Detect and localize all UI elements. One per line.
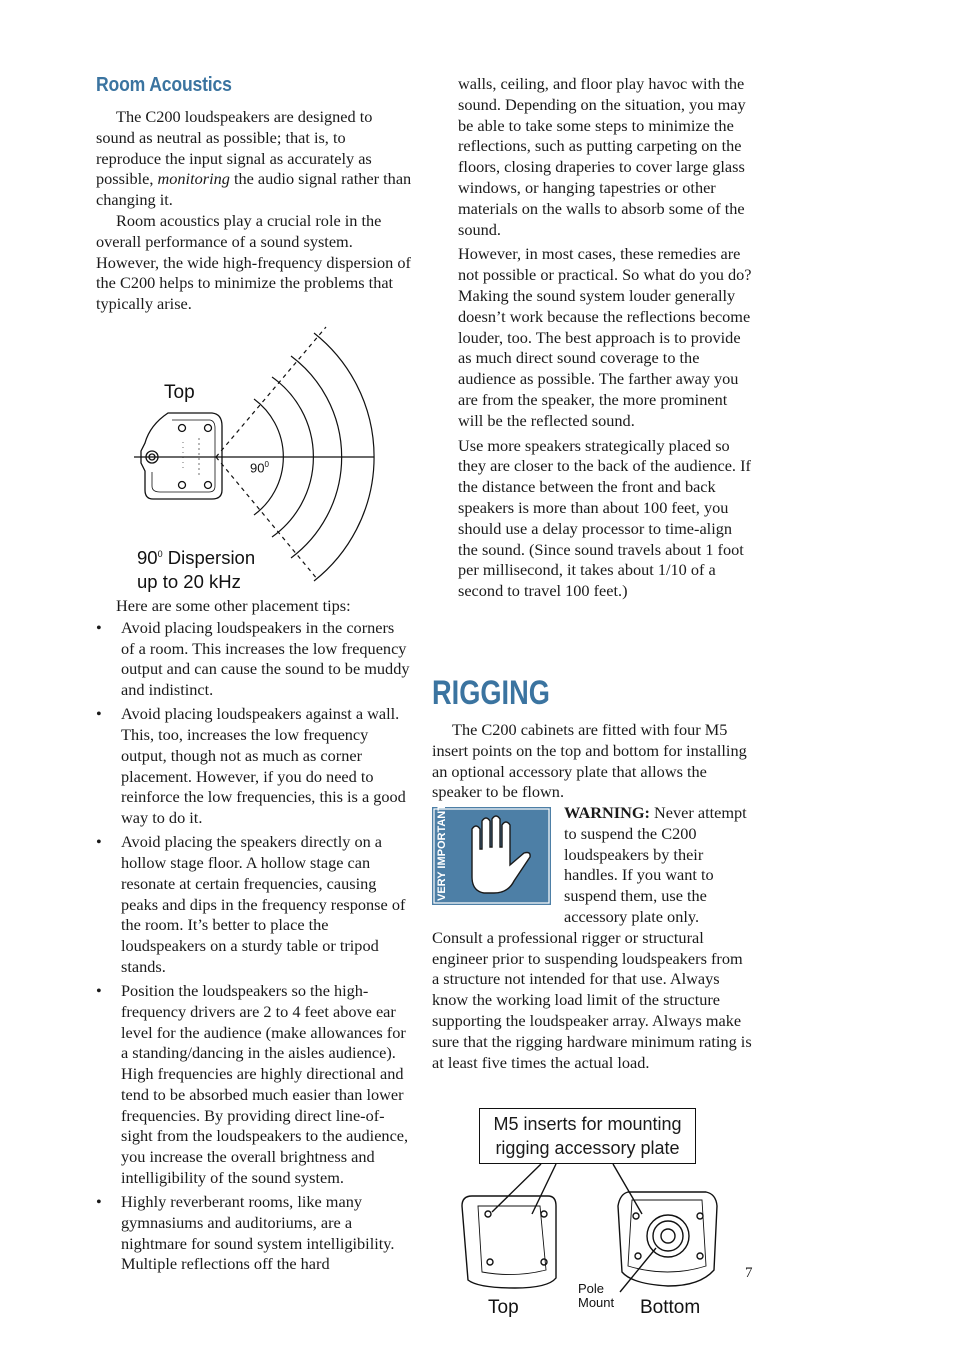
leader-line bbox=[492, 1164, 541, 1212]
dispersion-top-label: Top bbox=[164, 382, 195, 403]
warning-label: WARNING: bbox=[564, 803, 650, 822]
rigging-bottom-label: Bottom bbox=[640, 1297, 701, 1318]
very-important-text: VERY IMPORTANT bbox=[436, 804, 448, 901]
leader-line bbox=[532, 1164, 556, 1214]
list-item: • Highly reverberant rooms, like many gymnasiums and auditoriums, are a nightmare for sound system intelligibility. Multiple reflections off the hard bbox=[96, 1192, 410, 1275]
dispersion-caption: $90^0$ Dispersion up to 20 kHz bbox=[137, 547, 256, 593]
room-acoustics-paragraph-2: Room acoustics play a crucial role in the overall performance of a sound system. However, the wide high-frequency dispersion of the C200 helps to minimize the problems that typically arise. bbox=[96, 210, 411, 314]
rigging-top-label: Top bbox=[488, 1297, 519, 1318]
tips-intro: Here are some other placement tips: bbox=[116, 596, 351, 615]
section-heading-room-acoustics: Room Acoustics bbox=[96, 74, 232, 96]
rigging-intro: The C200 cabinets are fitted with four M5 insert points on the top and bottom for installing an optional accessory plate that allows the speaker to be flown. bbox=[432, 720, 747, 802]
page-number: 7 bbox=[745, 1265, 753, 1281]
m5-inserts-callout: M5 inserts for mounting rigging accessory plate bbox=[479, 1108, 696, 1164]
speaker-top-icon bbox=[462, 1196, 556, 1288]
remedies-paragraph: However, in most cases, these remedies are not possible or practical. So what do you do? Making the sound system louder generally doesn’t work because the reflections become louder, too. The best approach is to provide as much direct sound coverage to the audience as possible. The farther away you are from the speaker, the more prominent will be the reflected sound. bbox=[458, 244, 752, 430]
list-item: • Avoid placing loudspeakers in the corners of a room. This increases the low frequency output and can cause the sound to be muddy and indistinct. bbox=[96, 618, 410, 701]
list-item: • Avoid placing loudspeakers against a wall. This, too, increases the low frequency output, though not as much as corner placement. However, if you do need to reinforce the low frequencies, this is a good way to do it. bbox=[96, 704, 410, 829]
room-acoustics-paragraph-1: The C200 loudspeakers are designed to sound as neutral as possible; that is, to reproduce the input signal as accurately as possible, monitoring the audio signal rather than changing it. bbox=[96, 107, 412, 210]
pole-mount-label: Pole Mount bbox=[578, 1281, 615, 1310]
more-speakers-paragraph: Use more speakers strategically placed so they are closer to the back of the audience. If the distance between the front and back speakers is more than about 100 feet, you should use a delay processor to time-align the sound. (Since sound travels about 1 foot per millisecond, it takes about 1/10 of a second to travel 100 feet.) bbox=[458, 435, 751, 601]
warning-text: WARNING: Never attempt to suspend the C200 loudspeakers by their handles. If you want to suspend them, use the accessory plate only. Consult a professional rigger or structural engineer prior to suspending loudspeakers from a structure not intended for that use. Always know the working load limit of the structure supporting the loudspeaker array. Always make sure that the rigging hardware minimum rating is at least five times the actual load. bbox=[432, 803, 752, 1072]
list-item: • Avoid placing the speakers directly on a hollow stage floor. A hollow stage can resonate at certain frequencies, causing peaks and dips in the frequency response of the room. It’s better to place the loudspeakers on a sturdy table or tripod stands. bbox=[96, 832, 410, 978]
section-heading-rigging: RIGGING bbox=[432, 674, 550, 712]
pole-mount-leader bbox=[620, 1248, 656, 1292]
reflections-paragraph: walls, ceiling, and floor play havoc with the sound. Depending on the situation, you may be able to take some steps to minimize the reflections, such as putting carpeting on the floors, closing draperies to cover large glass windows, or hanging tapestries or other materials on the walls to absorb some of the sound. bbox=[458, 74, 746, 239]
speaker-bottom-icon bbox=[618, 1192, 717, 1286]
list-item: • Position the loudspeakers so the high-frequency drivers are 2 to 4 feet above ear level for the audience (make allowances for a standing/dancing in the aisles audience). High frequencies are highly directional and tend to be absorbed much easier than lower frequencies. By providing direct line-of-sight from the loudspeakers to the audience, you increase the overall brightness and intelligibility of the sound system. bbox=[96, 981, 410, 1189]
monitoring-emphasis: monitoring bbox=[157, 169, 230, 189]
dispersion-angle-label: $90^0$ bbox=[250, 460, 269, 476]
